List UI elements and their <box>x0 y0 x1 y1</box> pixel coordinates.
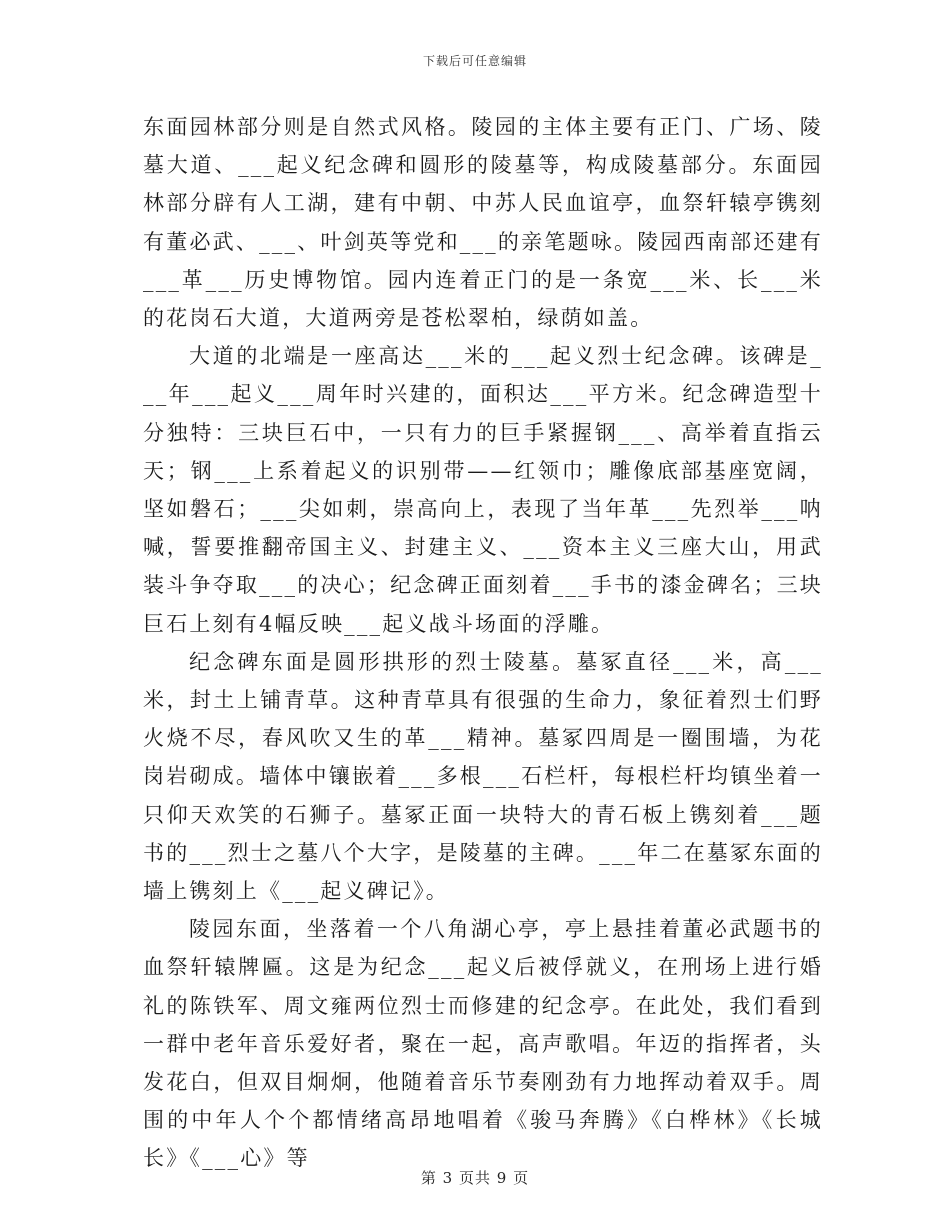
page-header: 下载后可任意编辑 <box>422 54 527 68</box>
paragraph-2: 大道的北端是一座高达___米的___起义烈士纪念碑。该碑是___年___起义___周年时兴建的，面积达___平方米。纪念碑造型十分独特：三块巨石中，一只有力的巨手紧握钢___、高举着直指云天；钢___上系着起义的识别带——红领巾；雕像底部基座宽阔，坚如磐石；___尖如刺，崇高向上，表现了当年革___先烈举___呐喊，誓要推翻帝国主义、封建主义、___资本主义三座大山，用武装斗争夺取___的决心；纪念碑正面刻着___手书的漆金碑名；三块巨石上刻有4幅反映___起义战斗场面的浮雕。 <box>143 344 823 636</box>
page-footer: 第 3 页共 9 页 <box>420 1169 530 1187</box>
document-body <box>143 108 823 1178</box>
paragraph-3: 纪念碑东面是圆形拱形的烈士陵墓。墓冢直径___米，高___米，封土上铺青草。这种青草具有很强的生命力，象征着烈士们野火烧不尽，春风吹又生的革___精神。墓冢四周是一圈围墙，为花岗岩砌成。墙体中镶嵌着___多根___石栏杆，每根栏杆均镇坐着一只仰天欢笑的石狮子。墓冢正面一块特大的青石板上镌刻着___题书的___烈士之墓八个大字，是陵墓的主碑。___年二在墓冢东面的墙上镌刻上《___起义碑记》。 <box>143 649 823 904</box>
paragraph-4: 陵园东面，坐落着一个八角湖心亭，亭上悬挂着董必武题书的血祭轩辕牌匾。这是为纪念___起义后被俘就义，在刑场上进行婚礼的陈铁军、周文雍两位烈士而修建的纪念亭。在此处，我们看到一群中老年音乐爱好者，聚在一起，高声歌唱。年迈的指挥者，头发花白，但双目炯炯，他随着音乐节奏刚劲有力地挥动着双手。周围的中年人个个都情绪高昂地唱着《骏马奔腾》《白桦林》《长城长》《___心》等 <box>143 917 823 1171</box>
paragraph-1: 东面园林部分则是自然式风格。陵园的主体主要有正门、广场、陵墓大道、___起义纪念碑和圆形的陵墓等，构成陵墓部分。东面园林部分辟有人工湖，建有中朝、中苏人民血谊亭，血祭轩辕亭镌刻有董必武、___、叶剑英等党和___的亲笔题咏。陵园西南部还建有___革___历史博物馆。园内连着正门的是一条宽___米、长___米的花岗石大道，大道两旁是苍松翠柏，绿荫如盖。 <box>143 115 823 331</box>
